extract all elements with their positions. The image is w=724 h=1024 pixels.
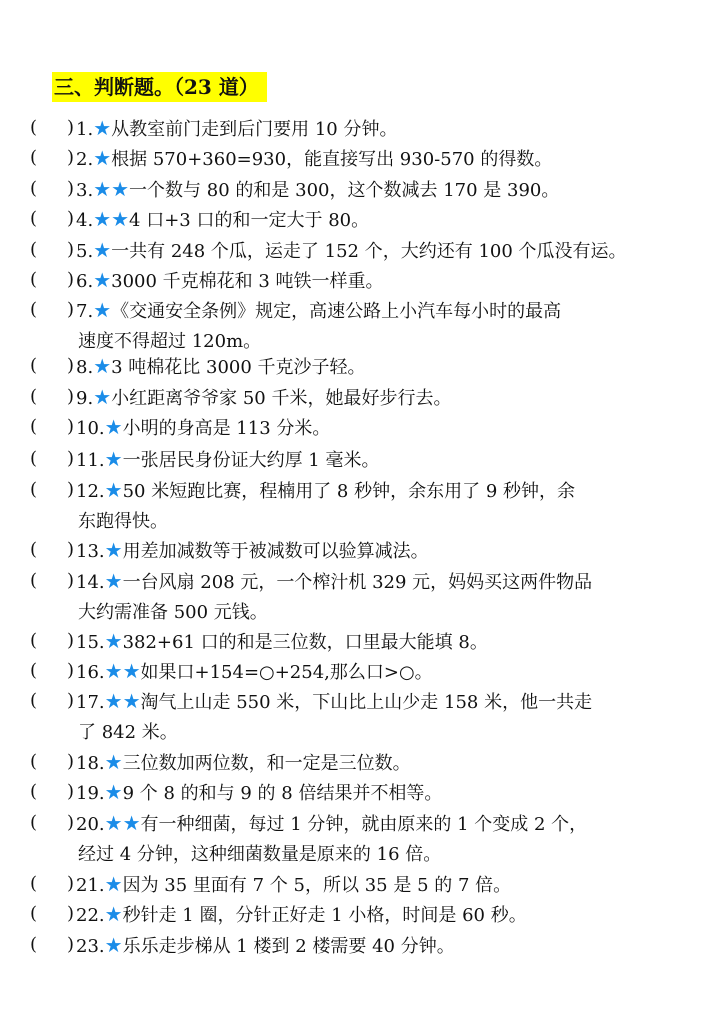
answer-paren-close: ): [67, 660, 75, 681]
answer-paren-close: ): [67, 903, 75, 924]
difficulty-star-icon: ★: [104, 780, 123, 804]
question-item: [0, 237, 724, 265]
answer-paren-open[interactable]: (: [30, 117, 38, 138]
answer-paren-close: ): [67, 269, 75, 290]
question-text: 一个数与 80 的和是 300，这个数减去 170 是 390。: [129, 180, 560, 201]
question-item: [0, 176, 724, 204]
question-number: 18.: [76, 753, 105, 774]
question-text-continued: 速度不得超过 120m。: [78, 331, 262, 352]
question-text: 淘气上山走 550 米，下山比上山少走 158 米，他一共走: [140, 692, 593, 713]
question-item: [0, 384, 724, 412]
answer-paren-close: ): [67, 448, 75, 469]
question-text: 从教室前门走到后门要用 10 分钟。: [111, 119, 398, 140]
answer-paren-close: ): [67, 147, 75, 168]
answer-paren-open[interactable]: (: [30, 539, 38, 560]
question-line: [76, 477, 575, 505]
question-item: [0, 297, 724, 355]
answer-paren-close: ): [67, 386, 75, 407]
question-item: [0, 932, 724, 960]
difficulty-star-icon: ★: [104, 569, 123, 593]
question-line: [76, 414, 330, 442]
question-text: 382+61 口的和是三位数，口里最大能填 8。: [122, 632, 488, 653]
question-item: [0, 658, 724, 686]
question-line: [76, 206, 369, 234]
answer-paren-close: ): [67, 416, 75, 437]
difficulty-star-icon: ★: [104, 902, 123, 926]
answer-paren-close: ): [67, 690, 75, 711]
question-text: 小红距离爷爷家 50 千米，她最好步行去。: [111, 388, 452, 409]
answer-paren-close: ): [67, 570, 75, 591]
question-item: [0, 145, 724, 173]
question-text-continued: 大约需准备 500 元钱。: [78, 602, 268, 623]
question-text: 一共有 248 个瓜，运走了 152 个，大约还有 100 个瓜没有运。: [111, 241, 627, 262]
question-line: [76, 267, 384, 295]
question-line: [76, 871, 511, 899]
question-number: 6.: [76, 271, 94, 292]
question-line: [76, 901, 527, 929]
question-item: [0, 871, 724, 899]
question-number: 21.: [76, 875, 105, 896]
answer-paren-close: ): [67, 539, 75, 560]
question-item: [0, 810, 724, 868]
answer-paren-close: ): [67, 178, 75, 199]
question-item: [0, 414, 724, 442]
question-line: [76, 237, 627, 265]
question-number: 14.: [76, 572, 105, 593]
question-text-continued: 经过 4 分钟，这种细菌数量是原来的 16 倍。: [78, 844, 442, 865]
question-text: 乐乐走步梯从 1 楼到 2 楼需要 40 分钟。: [122, 936, 455, 957]
question-number: 16.: [76, 662, 105, 683]
answer-paren-close: ): [67, 751, 75, 772]
question-item: [0, 267, 724, 295]
difficulty-star-icon: ★: [93, 268, 112, 292]
answer-paren-close: ): [67, 299, 75, 320]
answer-paren-open[interactable]: (: [30, 239, 38, 260]
answer-paren-open[interactable]: (: [30, 416, 38, 437]
question-line: [76, 932, 455, 960]
question-item: [0, 537, 724, 565]
answer-paren-open[interactable]: (: [30, 299, 38, 320]
answer-paren-open[interactable]: (: [30, 570, 38, 591]
difficulty-star-icon: ★★: [104, 689, 141, 713]
question-item: [0, 477, 724, 535]
answer-paren-open[interactable]: (: [30, 178, 38, 199]
answer-paren-open[interactable]: (: [30, 751, 38, 772]
question-text: 4 口+3 口的和一定大于 80。: [129, 210, 370, 231]
question-text: 3000 千克棉花和 3 吨铁一样重。: [111, 271, 384, 292]
question-text: 用差加减数等于被减数可以验算减法。: [122, 541, 429, 562]
question-number: 1.: [76, 119, 94, 140]
question-line: [76, 688, 592, 716]
difficulty-star-icon: ★: [104, 750, 123, 774]
question-number: 8.: [76, 357, 94, 378]
question-text: 小明的身高是 113 分米。: [122, 418, 331, 439]
answer-paren-open[interactable]: (: [30, 386, 38, 407]
question-number: 13.: [76, 541, 105, 562]
answer-paren-close: ): [67, 117, 75, 138]
answer-paren-close: ): [67, 873, 75, 894]
question-line: [76, 384, 451, 412]
question-item: [0, 353, 724, 381]
question-number: 9.: [76, 388, 94, 409]
answer-paren-close: ): [67, 208, 75, 229]
question-text-continued: 东跑得快。: [78, 511, 168, 532]
question-text: 9 个 8 的和与 9 的 8 倍结果并不相等。: [122, 783, 443, 804]
answer-paren-open[interactable]: (: [30, 903, 38, 924]
question-line: [76, 115, 397, 143]
answer-paren-close: ): [67, 781, 75, 802]
question-item: [0, 628, 724, 656]
answer-paren-open[interactable]: (: [30, 147, 38, 168]
question-number: 2.: [76, 149, 94, 170]
difficulty-star-icon: ★: [104, 629, 123, 653]
difficulty-star-icon: ★★: [104, 811, 141, 835]
question-item: [0, 779, 724, 807]
question-item: [0, 446, 724, 474]
answer-paren-open[interactable]: (: [30, 812, 38, 833]
answer-paren-close: ): [67, 479, 75, 500]
question-line: [76, 537, 429, 565]
difficulty-star-icon: ★★: [104, 659, 141, 683]
question-item: [0, 115, 724, 143]
question-number: 22.: [76, 905, 105, 926]
answer-paren-open[interactable]: (: [30, 690, 38, 711]
question-text: 如果口+154=○+254,那么口>○。: [140, 662, 433, 683]
question-text: 3 吨棉花比 3000 千克沙子轻。: [111, 357, 366, 378]
question-text: 三位数加两位数，和一定是三位数。: [122, 753, 411, 774]
answer-paren-open[interactable]: (: [30, 873, 38, 894]
question-line: [76, 658, 433, 686]
question-number: 17.: [76, 692, 105, 713]
difficulty-star-icon: ★: [93, 146, 112, 170]
question-item: [0, 901, 724, 929]
difficulty-star-icon: ★: [104, 933, 123, 957]
difficulty-star-icon: ★★: [93, 207, 130, 231]
question-line: [76, 446, 379, 474]
answer-paren-open[interactable]: (: [30, 355, 38, 376]
answer-paren-open[interactable]: (: [30, 934, 38, 955]
section-heading: 三、判断题。（23 道）: [52, 72, 267, 102]
question-line: [76, 749, 411, 777]
question-line: [76, 176, 559, 204]
difficulty-star-icon: ★: [93, 385, 112, 409]
question-number: 3.: [76, 180, 94, 201]
difficulty-star-icon: ★: [104, 478, 123, 502]
question-text: 《交通安全条例》规定，高速公路上小汽车每小时的最高: [111, 301, 562, 322]
difficulty-star-icon: ★★: [93, 177, 130, 201]
question-line: [76, 779, 442, 807]
question-number: 11.: [76, 450, 105, 471]
difficulty-star-icon: ★: [93, 354, 112, 378]
question-number: 5.: [76, 241, 94, 262]
answer-paren-open[interactable]: (: [30, 448, 38, 469]
answer-paren-close: ): [67, 934, 75, 955]
answer-paren-open[interactable]: (: [30, 630, 38, 651]
question-text: 50 米短跑比赛，程楠用了 8 秒钟，余东用了 9 秒钟，余: [122, 481, 575, 502]
question-line: [76, 145, 552, 173]
difficulty-star-icon: ★: [93, 238, 112, 262]
question-number: 10.: [76, 418, 105, 439]
answer-paren-close: ): [67, 239, 75, 260]
answer-paren-close: ): [67, 630, 75, 651]
question-number: 15.: [76, 632, 105, 653]
difficulty-star-icon: ★: [104, 538, 123, 562]
question-text: 根据 570+360=930，能直接写出 930-570 的得数。: [111, 149, 553, 170]
question-text: 一张居民身份证大约厚 1 毫米。: [122, 450, 380, 471]
question-item: [0, 568, 724, 626]
difficulty-star-icon: ★: [104, 447, 123, 471]
question-line: [76, 297, 561, 325]
question-text: 秒针走 1 圈，分针正好走 1 小格，时间是 60 秒。: [122, 905, 527, 926]
answer-paren-open[interactable]: (: [30, 269, 38, 290]
question-item: [0, 206, 724, 234]
question-number: 7.: [76, 301, 94, 322]
answer-paren-open[interactable]: (: [30, 208, 38, 229]
question-item: [0, 688, 724, 746]
answer-paren-close: ): [67, 355, 75, 376]
question-line: [76, 353, 366, 381]
question-number: 4.: [76, 210, 94, 231]
difficulty-star-icon: ★: [104, 415, 123, 439]
difficulty-star-icon: ★: [93, 116, 112, 140]
answer-paren-open[interactable]: (: [30, 660, 38, 681]
question-line: [76, 810, 587, 838]
question-number: 12.: [76, 481, 105, 502]
difficulty-star-icon: ★: [93, 298, 112, 322]
answer-paren-open[interactable]: (: [30, 479, 38, 500]
question-text-continued: 了 842 米。: [78, 722, 178, 743]
question-number: 20.: [76, 814, 105, 835]
question-item: [0, 749, 724, 777]
question-line: [76, 628, 488, 656]
difficulty-star-icon: ★: [104, 872, 123, 896]
answer-paren-close: ): [67, 812, 75, 833]
question-line: [76, 568, 592, 596]
question-number: 19.: [76, 783, 105, 804]
question-number: 23.: [76, 936, 105, 957]
question-text: 一台风扇 208 元，一个榨汁机 329 元，妈妈买这两件物品: [122, 572, 593, 593]
question-text: 有一种细菌，每过 1 分钟，就由原来的 1 个变成 2 个，: [140, 814, 588, 835]
question-text: 因为 35 里面有 7 个 5，所以 35 是 5 的 7 倍。: [122, 875, 512, 896]
answer-paren-open[interactable]: (: [30, 781, 38, 802]
